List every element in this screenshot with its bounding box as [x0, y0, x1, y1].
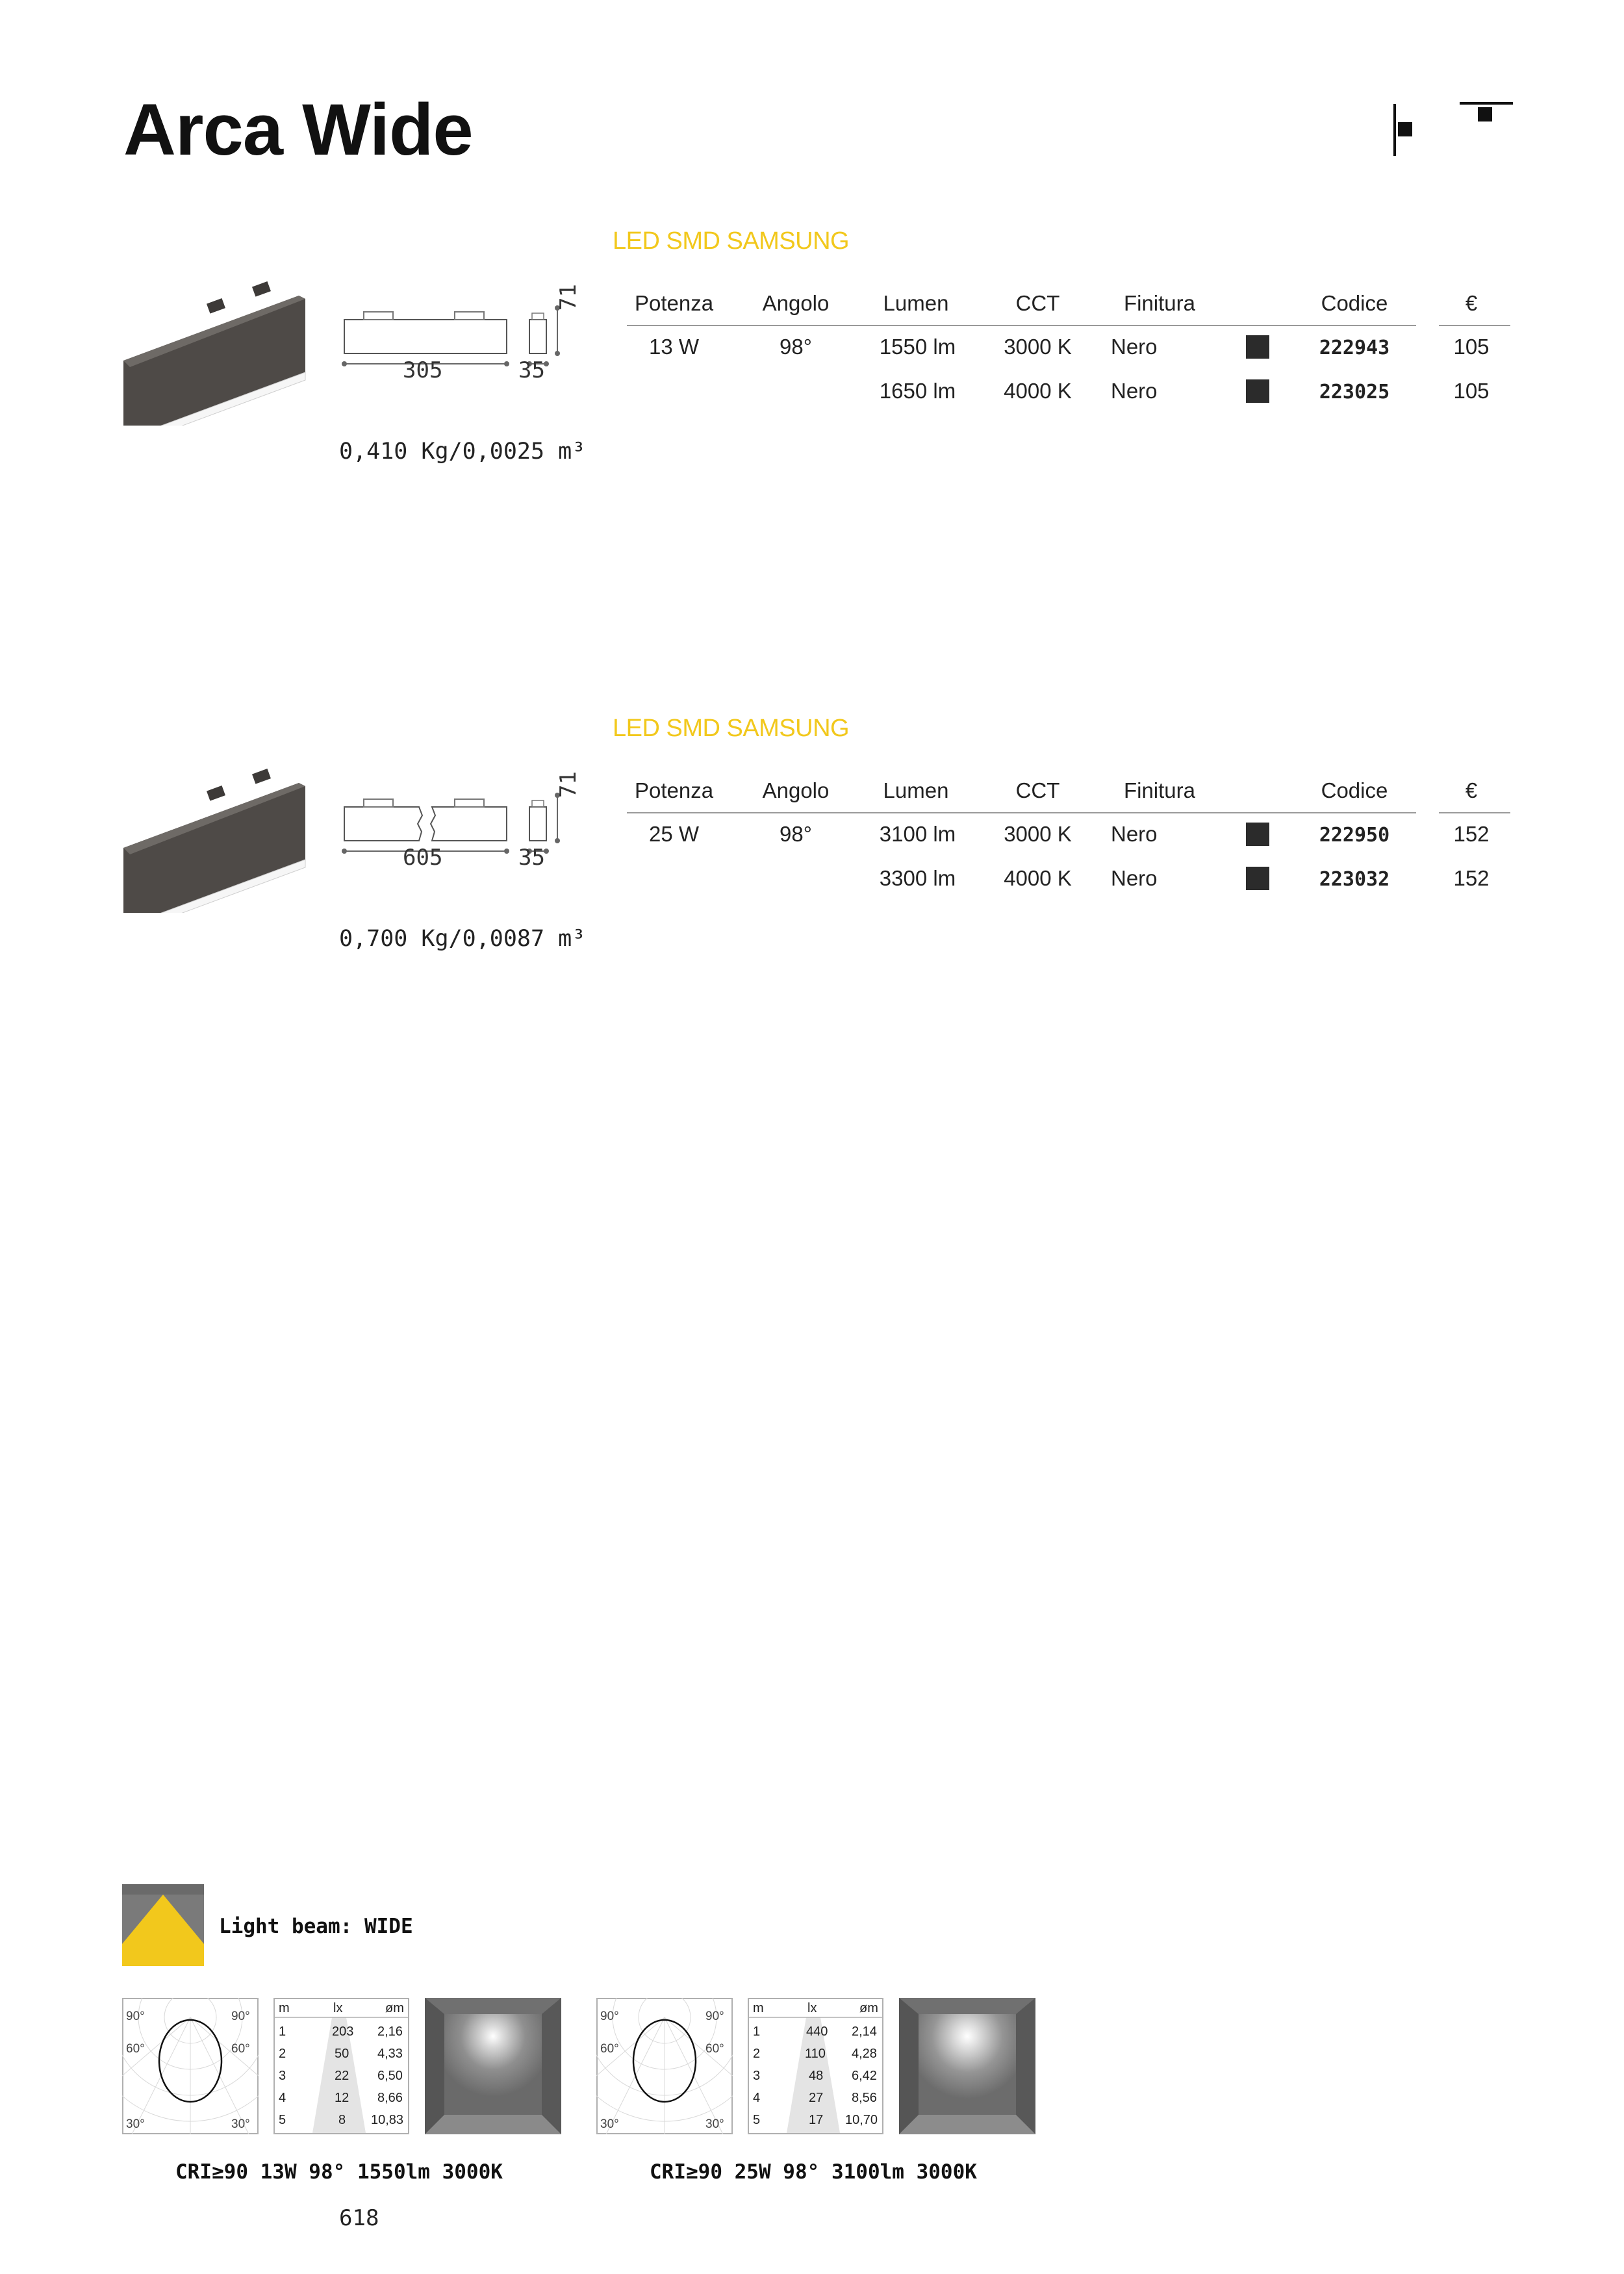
- col-header: m: [753, 2001, 764, 2015]
- cell-finitura: Nero: [1111, 335, 1158, 359]
- product-image: [123, 270, 312, 426]
- weight-volume: 0,410 Kg/0,0025 m³: [339, 439, 586, 465]
- cell-finitura: Nero: [1111, 866, 1158, 890]
- ceiling-mount-icon: [1460, 102, 1513, 121]
- dimension-height: 71: [555, 284, 581, 311]
- angle-label: 90°: [126, 2010, 145, 2023]
- cell-finitura: Nero: [1111, 822, 1158, 846]
- cell-lumen: 1550 lm: [879, 335, 956, 359]
- cell-angolo: 98°: [780, 822, 812, 846]
- table-rule-price: [1439, 325, 1510, 326]
- col-header: øm: [385, 2001, 404, 2015]
- col-header: lx: [333, 2001, 343, 2015]
- header-finitura: Finitura: [1123, 291, 1196, 315]
- cell-cct: 4000 K: [1004, 379, 1072, 403]
- led-type-label: LED SMD SAMSUNG: [613, 227, 850, 255]
- product-section-1: [0, 221, 1624, 494]
- angle-label: 90°: [705, 2010, 724, 2023]
- header-price: €: [1465, 291, 1478, 315]
- angle-label: 30°: [231, 2117, 250, 2131]
- header-cct: CCT: [1015, 291, 1060, 315]
- finish-swatch: [1246, 867, 1269, 890]
- header-angolo: Angolo: [762, 291, 830, 315]
- led-type-label: LED SMD SAMSUNG: [613, 715, 850, 742]
- mounting-type-icons: [1387, 101, 1517, 159]
- header-potenza: Potenza: [634, 778, 714, 802]
- header-finitura: Finitura: [1123, 778, 1196, 802]
- angle-label: 30°: [705, 2117, 724, 2131]
- cell-price: 105: [1453, 335, 1490, 359]
- finish-swatch: [1246, 823, 1269, 846]
- dimension-drawing: [341, 299, 594, 390]
- dimension-length: 305: [403, 357, 443, 383]
- product-section-2: [0, 708, 1624, 981]
- table-rule: [627, 812, 1416, 813]
- header-price: €: [1465, 778, 1478, 802]
- table-rule-price: [1439, 812, 1510, 813]
- dimension-length: 605: [403, 845, 443, 871]
- cell-price: 152: [1453, 822, 1490, 846]
- cell-angolo: 98°: [780, 335, 812, 359]
- finish-swatch: [1246, 335, 1269, 359]
- cell-price: 105: [1453, 379, 1490, 403]
- cell-lumen: 1650 lm: [879, 379, 956, 403]
- illuminance-table: m lx øm 1 203 2,16 2 50 4,33 3 22 6,50 4 12 8,66 5 8 10,83: [273, 1998, 409, 2134]
- beam-label: Light beam: WIDE: [219, 1915, 413, 1938]
- photometric-caption: CRI≥90 25W 98° 3100lm 3000K: [650, 2160, 977, 2184]
- illuminance-table: m lx øm 1 440 2,14 2 110 4,28 3 48 6,42 4 27 8,56 5 17 10,70: [748, 1998, 883, 2134]
- angle-label: 60°: [126, 2042, 145, 2056]
- cell-cct: 3000 K: [1004, 335, 1072, 359]
- angle-label: 30°: [126, 2117, 145, 2131]
- cell-lumen: 3100 lm: [879, 822, 956, 846]
- photometric-block-1: [122, 1998, 603, 2193]
- photometric-caption: CRI≥90 13W 98° 1550lm 3000K: [175, 2160, 503, 2184]
- product-image: [123, 757, 312, 913]
- beam-wide-icon: [122, 1884, 204, 1966]
- col-header: øm: [859, 2001, 878, 2015]
- cell-codice: 222950: [1319, 824, 1390, 847]
- dimension-width: 35: [518, 357, 545, 383]
- page-number: 618: [339, 2205, 379, 2231]
- cell-price: 152: [1453, 866, 1490, 890]
- cell-finitura: Nero: [1111, 379, 1158, 403]
- angle-label: 90°: [231, 2010, 250, 2023]
- page-title: Arca Wide: [123, 89, 473, 170]
- light-rendering-image: [425, 1998, 561, 2134]
- wall-mount-icon: [1393, 104, 1412, 156]
- header-lumen: Lumen: [883, 778, 949, 802]
- angle-label: 60°: [600, 2042, 619, 2056]
- header-codice: Codice: [1321, 778, 1388, 802]
- header-lumen: Lumen: [883, 291, 949, 315]
- header-cct: CCT: [1015, 778, 1060, 802]
- angle-label: 90°: [600, 2010, 619, 2023]
- cell-cct: 4000 K: [1004, 866, 1072, 890]
- cell-lumen: 3300 lm: [879, 866, 956, 890]
- angle-label: 60°: [705, 2042, 724, 2056]
- header-potenza: Potenza: [634, 291, 714, 315]
- cell-cct: 3000 K: [1004, 822, 1072, 846]
- dimension-height: 71: [555, 771, 581, 798]
- finish-swatch: [1246, 379, 1269, 403]
- photometric-block-2: [596, 1998, 1077, 2193]
- cell-codice: 223025: [1319, 381, 1390, 403]
- angle-label: 30°: [600, 2117, 619, 2131]
- cell-potenza: 25 W: [648, 822, 700, 846]
- cell-potenza: 13 W: [648, 335, 700, 359]
- dimension-width: 35: [518, 845, 545, 871]
- col-header: m: [279, 2001, 290, 2015]
- col-header: lx: [807, 2001, 817, 2015]
- light-rendering-image: [899, 1998, 1035, 2134]
- weight-volume: 0,700 Kg/0,0087 m³: [339, 926, 586, 952]
- header-angolo: Angolo: [762, 778, 830, 802]
- cell-codice: 222943: [1319, 337, 1390, 359]
- angle-label: 60°: [231, 2042, 250, 2056]
- table-rule: [627, 325, 1416, 326]
- dimension-drawing: [341, 786, 594, 877]
- header-codice: Codice: [1321, 291, 1388, 315]
- cell-codice: 223032: [1319, 868, 1390, 891]
